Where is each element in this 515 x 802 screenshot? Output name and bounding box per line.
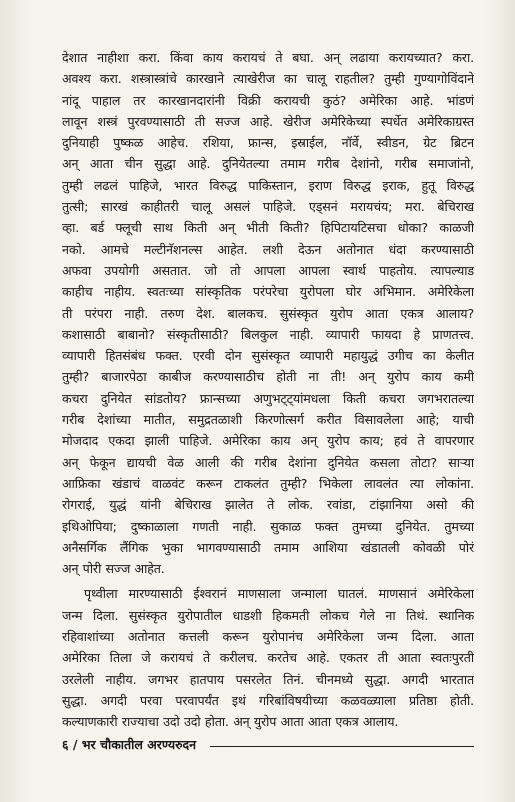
footer-rule — [210, 746, 474, 747]
footer-page-title: ६ / भर चौकातील अरण्यरुदन — [62, 736, 197, 752]
text-line: तुम्ही? बाजारपेठा काबीज करण्यासाठीच होती ना ती! अन् युरोप काय कमी — [62, 369, 474, 385]
text-line: अन् फेकून द्यायची वेळ आली की गरीब देशांना दुनियेत कसला तोटा? साऱ्या — [62, 454, 474, 470]
text-line: जन्म दिला. सुसंस्कृत युरोपातील धाडशी हिकमती लोकच गेले ना तिथं. स्थानिक — [62, 607, 474, 623]
text-line: नको. आमचे मल्टीनॅशनल्स आहेत. लशी देऊन अतोनात धंदा करण्यासाठी — [62, 241, 474, 257]
text-line: कशासाठी बाबानो? संस्कृतीसाठी? बिलकुल नाही. व्यापारी फायदा हे प्राणतत्त्व. — [62, 326, 474, 342]
text-line: अन् पोरी सज्ज आहेत. — [62, 561, 165, 577]
text-line: गरीब देशांच्या मातीत, समुद्रतळाशी किरणोत्सर्ग करीत विसावलेला आहे; याची — [62, 412, 474, 428]
text-line: व्हा. बर्ड फ्लूची साथ किती अन् भीती किती? हिपिटायटिसचा धोका? काळजी — [62, 220, 474, 236]
text-line: मोजदाद एकदा झाली पाहिजे. अमेरिका काय अन् युरोप काय; हवं ते वापरणार — [62, 433, 474, 449]
text-line: लावून शस्त्रं पुरवण्यासाठी ती सज्ज आहे. खेरीज अमेरिकेच्या स्पर्धेत अमेरिकाग्रस्त — [62, 113, 474, 129]
text-line: नांदू पाहाल तर कारखानदारांनी विक्री करायची कुठं? अमेरिका आहे. भांडणं — [62, 92, 474, 108]
text-line: काहीच नाहीय. स्वतःच्या सांस्कृतिक परंपरेचा युरोपला घोर अभिमान. अमेरिकेला — [62, 284, 474, 300]
text-line: पृथ्वीला मारण्यासाठी ईश्वरानं माणसाला जन्माला घातलं. माणसानं अमेरिकेला — [84, 586, 474, 602]
text-line: इथिओपिया; दुष्काळाला गणती नाही. सुकाळ फक्त तुमच्या दुनियेत. तुमच्या — [62, 518, 474, 534]
text-line: रोगराई, युद्धं यांनी बेचिराख झालेत ते लोक. रवांडा, टांझानिया असो की — [62, 497, 474, 513]
paragraph-2 — [62, 583, 474, 732]
text-line: अनैसर्गिक लैंगिक भुका भागवण्यासाठी तमाम आशिया खंडातली कोवळी पोरं — [62, 539, 474, 555]
text-line: तुम्ही लढलं पाहिजे, भारत विरुद्ध पाकिस्तान, इराण विरुद्ध इराक, हुतू विरुद्ध — [62, 177, 474, 193]
text-line: दुनियाही पुष्कळ आहेच. रशिया, फ्रान्स, इस्राईल, नॉर्वे, स्वीडन, ग्रेट ब्रिटन — [62, 135, 474, 151]
text-line: आफ्रिका खंडाचं वाळवंट करून टाकलंत तुम्ही? भिकेला लावलंत त्या लोकांना. — [62, 475, 474, 491]
text-line: देशात नाहीशा करा. किंवा काय करायचं ते बघा. अन् लढाया करायच्यात? करा. — [62, 50, 474, 65]
body-text — [62, 47, 474, 733]
text-line: व्यापारी हितसंबंध फक्त. एरवी दोन सुसंस्कृत व्यापारी महायुद्धं उगीच का केलीत — [62, 348, 474, 364]
page-footer — [62, 733, 474, 755]
text-line: ती परंपरा नाही. तरुण देश. बालकच. सुसंस्कृत युरोप आता एकत्र आलाय? — [62, 305, 474, 321]
text-line: सुद्धा. अगदी परवा परवापर्यंत इथं गरिबांविषयीच्या कळवळ्याला प्रतिष्ठा होती. — [62, 692, 474, 708]
text-line: कचरा दुनियेत सांडतोय? फ्रान्सच्या अणुभट्ट्यांमधला किती कचरा जगभरातल्या — [62, 390, 474, 406]
paragraph-1 — [62, 47, 474, 579]
text-line: अवश्य करा. शस्त्रास्त्रांचे कारखाने त्याखेरीज का चालू राहतील? तुम्ही गुण्यागोविंदाने — [62, 71, 474, 87]
text-line: उरलेली नाहीय. जगभर हातपाय पसरलेत तिनं. चीनमध्ये सुद्धा. अगदी भारतात — [62, 671, 474, 687]
text-line: तुत्सी; सारखं काहीतरी चालू असलं पाहिजे. एड्सनं मरायचंय; मरा. बेचिराख — [62, 199, 474, 215]
text-line: अफवा उपयोगी असतात. जो तो आपला आपला स्वार्थ पाहतोय. त्यापल्याड — [62, 262, 474, 278]
text-line: कल्याणकारी राज्याचा उदो उदो होता. अन् युरोप आता आता एकत्र आलाय. — [62, 714, 399, 730]
text-line: अमेरिका तिला जे करायचं ते करीलच. करतेच आहे. एकतर ती आता स्वतःपुरती — [62, 650, 474, 666]
text-line: रहिवाशांच्या अतोनात कत्तली करून युरोपानंच अमेरिकेला जन्म दिला. आता — [62, 629, 474, 645]
text-line: अन् आता चीन सुद्धा आहे. दुनियेतल्या तमाम गरीब देशांनो, गरीब समाजांनो, — [62, 156, 474, 172]
